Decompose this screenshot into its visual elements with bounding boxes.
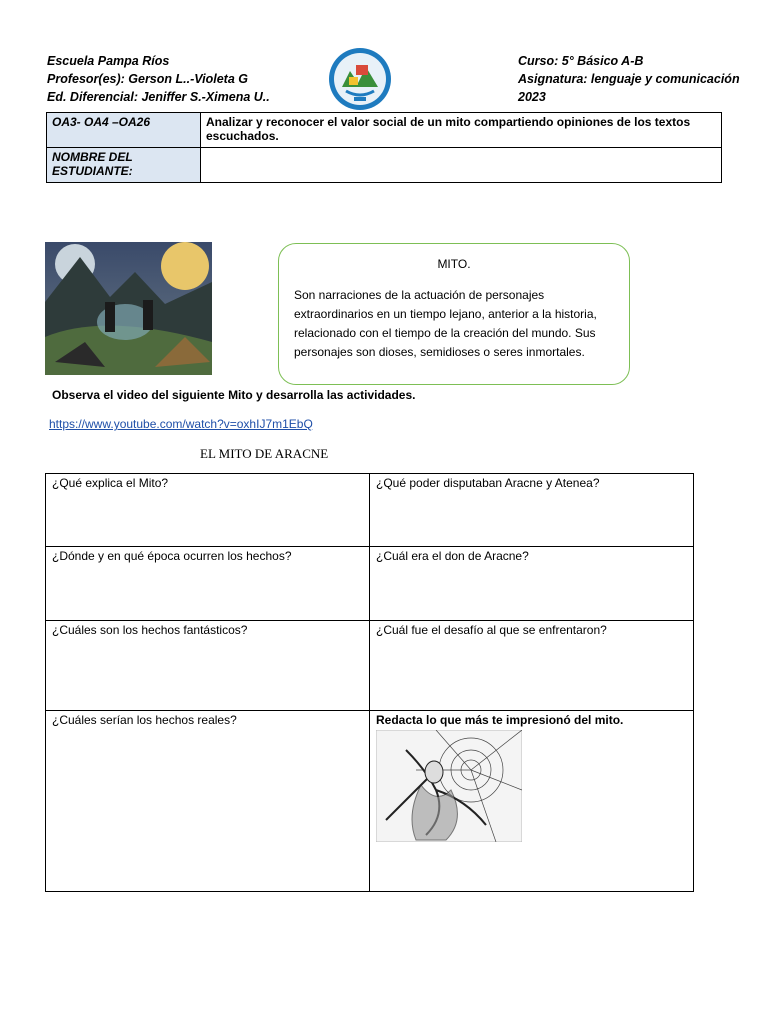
question-text: ¿Dónde y en qué época ocurren los hechos? [52, 549, 292, 563]
myth-scene-image [45, 242, 212, 375]
question-cell[interactable] [370, 474, 694, 547]
special-education: Ed. Diferencial: Jeniffer S.-Ximena U.. [47, 90, 270, 104]
teachers: Profesor(es): Gerson L..-Violeta G [47, 72, 248, 86]
question-text: ¿Cuál era el don de Aracne? [376, 549, 529, 563]
header-right [518, 52, 740, 106]
table-row [46, 474, 694, 547]
video-link[interactable]: https://www.youtube.com/watch?v=oxhIJ7m1EbQ [49, 417, 313, 431]
question-text: ¿Qué poder disputaban Aracne y Atenea? [376, 476, 600, 490]
mito-definition-box [278, 243, 630, 385]
course: Curso: 5° Básico A-B [518, 54, 644, 68]
subject: Asignatura: lenguaje y comunicación [518, 72, 740, 86]
mito-box-title: MITO. [437, 257, 471, 271]
student-name-field[interactable] [201, 148, 722, 183]
oa-value-part-a: Analizar y reconocer el valor social de un mito comp [206, 115, 507, 129]
question-cell[interactable] [370, 621, 694, 711]
instruction-text: Observa el video del siguiente Mito y desarrolla las actividades. [52, 388, 416, 402]
school-name: Escuela Pampa Ríos [47, 54, 170, 68]
question-text: ¿Qué explica el Mito? [52, 476, 169, 490]
question-cell[interactable] [46, 711, 370, 892]
question-cell[interactable] [370, 711, 694, 892]
oa-value-part-b: artiendo opiniones de los textos [506, 115, 691, 129]
student-name-label: NOMBRE DEL ESTUDIANTE: [47, 148, 201, 183]
oa-value-part-c: escuchados. [206, 129, 279, 143]
question-text: ¿Cuáles serían los hechos reales? [52, 713, 237, 727]
myth-title: EL MITO DE ARACNE [200, 446, 329, 461]
table-row [46, 621, 694, 711]
questions-table [45, 473, 694, 892]
question-text: ¿Cuáles son los hechos fantásticos? [52, 623, 248, 637]
aracne-spider-image [376, 730, 522, 842]
question-text: Redacta lo que más te impresionó del mito. [376, 713, 624, 727]
question-cell[interactable] [46, 474, 370, 547]
header-left [47, 52, 270, 106]
question-text: ¿Cuál fue el desafío al que se enfrentaron? [376, 623, 607, 637]
question-cell[interactable] [370, 547, 694, 621]
question-cell[interactable] [46, 547, 370, 621]
table-row [46, 711, 694, 892]
mito-box-text: Son narraciones de la actuación de personajes extraordinarios en un tiempo lejano, anterior a la historia, relacionado con el tiempo de la creación del mundo. Sus personajes son dioses, semidioses o seres inmortales. [294, 288, 597, 359]
table-row [46, 547, 694, 621]
school-logo-icon [328, 47, 392, 111]
question-cell[interactable] [46, 621, 370, 711]
year: 2023 [518, 90, 546, 104]
oa-label: OA3- OA4 –OA26 [47, 113, 201, 148]
oa-value [201, 113, 722, 148]
info-table [46, 112, 722, 183]
